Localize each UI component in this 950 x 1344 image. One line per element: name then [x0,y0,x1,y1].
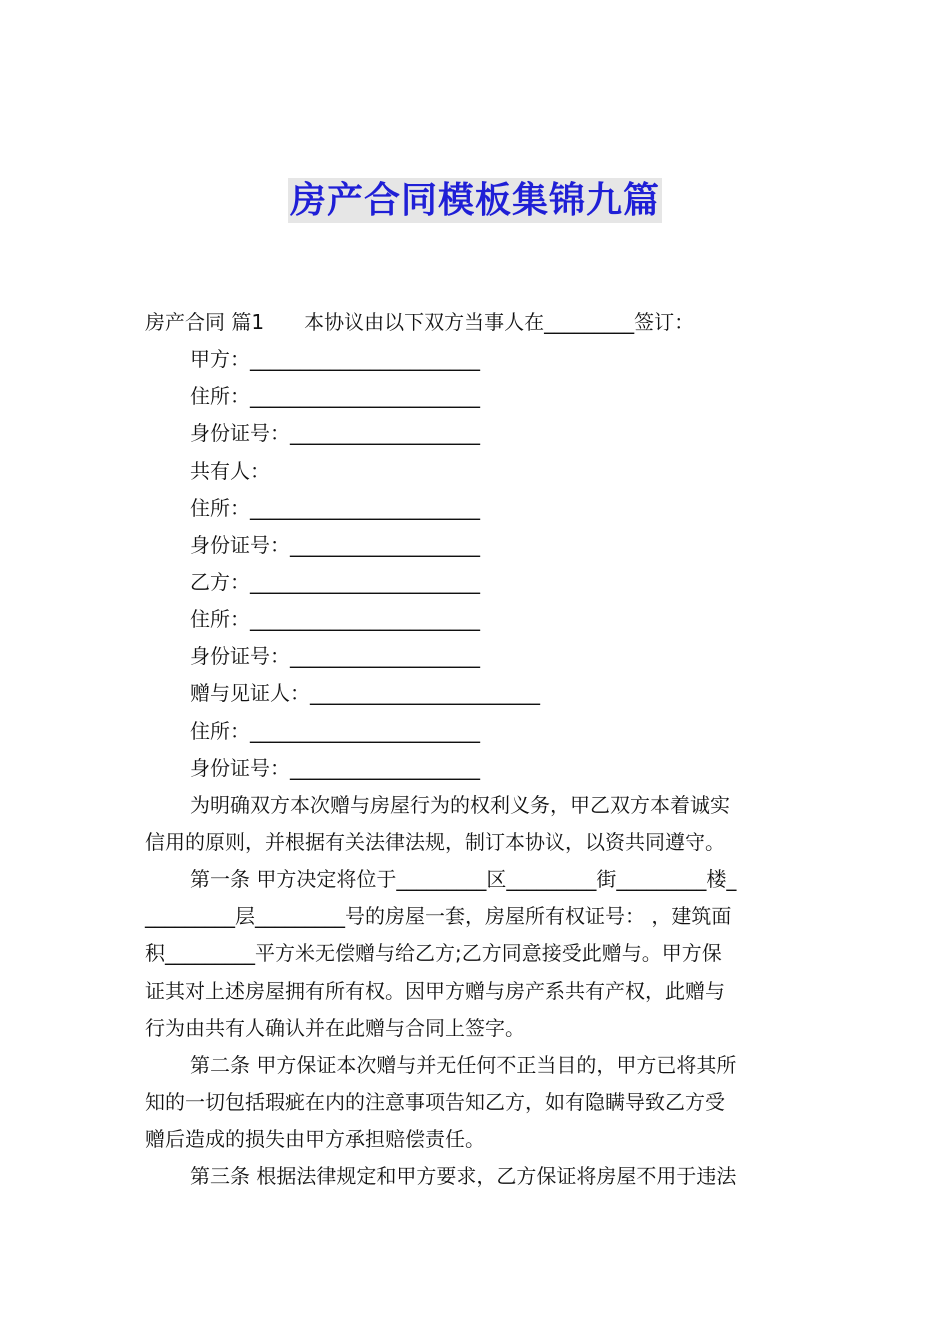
body-line: 第二条 甲方保证本次赠与并无任何不正当目的，甲方已将其所 [190,1053,737,1077]
body-line: 证其对上述房屋拥有所有权。因甲方赠与房产系共有产权，此赠与 [145,979,725,1003]
party-line: 赠与见证人：_______________________ [190,681,540,705]
party-line: 身份证号：___________________ [190,533,480,557]
body-line: 为明确双方本次赠与房屋行为的权利义务，甲乙双方本着诚实 [190,793,730,817]
party-line: 乙方：_______________________ [190,570,480,594]
party-line: 住所：_______________________ [190,607,480,631]
party-line: 共有人： [190,459,270,483]
body-line: 信用的原则，并根据有关法律法规，制订本协议，以资共同遵守。 [145,830,725,854]
body-line: 第一条 甲方决定将位于_________区_________街_________楼_ [190,867,737,891]
body-line: 行为由共有人确认并在此赠与合同上签字。 [145,1016,525,1040]
body-line: _________层_________号的房屋一套，房屋所有权证号： ，建筑面 [145,904,732,928]
party-line: 住所：_______________________ [190,719,480,743]
body-line: 第三条 根据法律规定和甲方要求，乙方保证将房屋不用于违法 [190,1164,737,1188]
party-line: 身份证号：___________________ [190,644,480,668]
body-line: 赠后造成的损失由甲方承担赔偿责任。 [145,1127,485,1151]
document-title: 房产合同模板集锦九篇 [289,180,660,221]
party-line: 身份证号：___________________ [190,756,480,780]
body-line: 积_________平方米无偿赠与给乙方;乙方同意接受此赠与。甲方保 [145,941,722,965]
body-line: 知的一切包括瑕疵在内的注意事项告知乙方，如有隐瞒导致乙方受 [145,1090,725,1114]
party-line: 甲方：_______________________ [190,347,480,371]
party-line: 住所：_______________________ [190,384,480,408]
party-line: 身份证号：___________________ [190,421,480,445]
intro-line: 房产合同 篇1 本协议由以下双方当事人在_________签订： [145,310,695,334]
document-title-wrap [0,172,950,223]
party-line: 住所：_______________________ [190,496,480,520]
